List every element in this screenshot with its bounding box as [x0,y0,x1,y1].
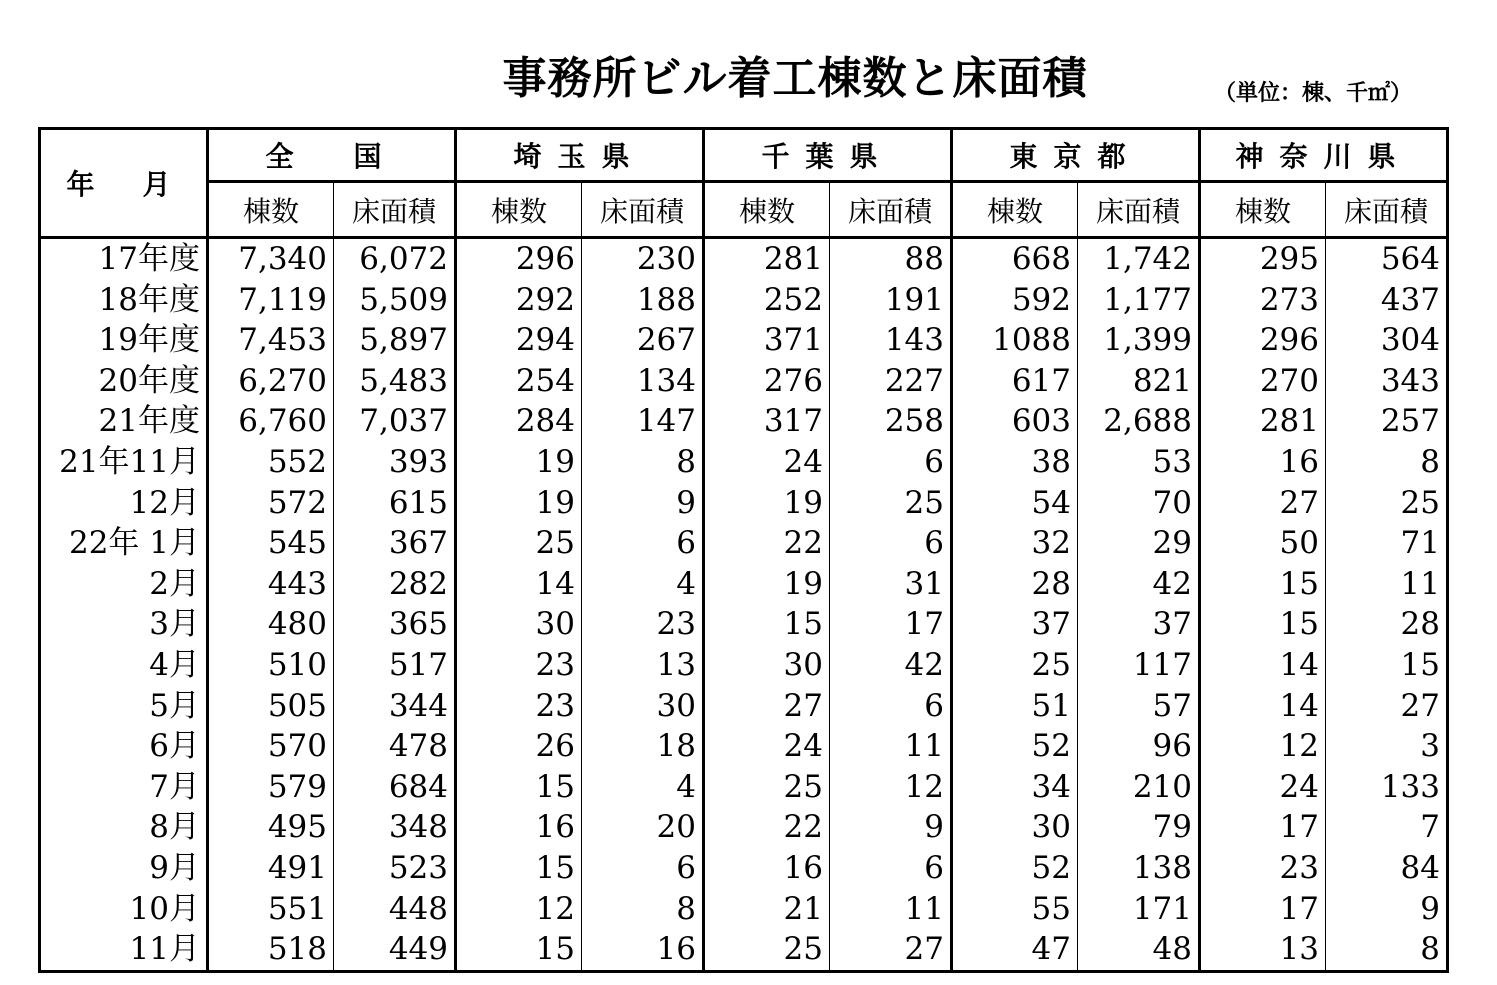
count-cell: 52 [952,848,1078,889]
row-label: 12月 [40,483,208,524]
count-cell: 15 [1200,604,1326,645]
area-cell: 28 [1400,606,1440,643]
count-cell: 30 [952,807,1078,848]
area-cell: 2,688 [1078,401,1200,442]
area-cell: 8 [582,889,704,930]
row-label: 9月 [40,848,208,889]
sub-header-area: 床面積 [1326,182,1448,238]
area-cell: 147 [582,401,704,442]
area-cell: 70 [1078,483,1200,524]
sub-header-count: 棟数 [456,182,582,238]
header-region-row [40,129,1448,182]
table-row [40,848,1448,889]
area-cell: 257 [1380,403,1440,440]
count-cell: 7,340 [208,238,334,280]
count-cell: 292 [456,280,582,321]
region-header-national: 全 国 [208,129,456,182]
area-cell: 9 [582,483,704,524]
area-cell: 42 [830,645,952,686]
area-cell: 7 [1420,809,1440,846]
area-cell: 191 [830,280,952,321]
row-label: 2月 [40,564,208,605]
count-cell: 545 [208,523,334,564]
count-cell: 50 [1200,523,1326,564]
page-title: 事務所ビル着工棟数と床面積 [502,53,1088,104]
count-cell: 284 [456,401,582,442]
area-cell: 3 [1420,728,1440,765]
area-cell: 230 [582,238,704,280]
area-cell: 138 [1078,848,1200,889]
area-cell: 304 [1380,322,1440,359]
table-row [40,604,1448,645]
row-label: 20年度 [40,361,208,402]
count-cell: 491 [208,848,334,889]
count-cell: 273 [1200,280,1326,321]
count-cell: 51 [952,686,1078,727]
area-cell: 23 [582,604,704,645]
area-cell: 282 [334,564,456,605]
count-cell: 505 [208,686,334,727]
area-cell: 1,742 [1078,238,1200,280]
area-cell: 478 [334,726,456,767]
count-cell: 16 [704,848,830,889]
count-cell: 6,760 [208,401,334,442]
row-label: 6月 [40,726,208,767]
count-cell: 16 [456,807,582,848]
area-cell: 7,037 [334,401,456,442]
area-cell: 53 [1078,442,1200,483]
data-table [38,127,1449,973]
row-label: 21年度 [40,401,208,442]
count-cell: 15 [704,604,830,645]
area-cell: 42 [1078,564,1200,605]
count-cell: 317 [704,401,830,442]
count-cell: 19 [456,442,582,483]
area-cell: 523 [334,848,456,889]
count-cell: 294 [456,320,582,361]
area-cell: 6 [830,523,952,564]
count-cell: 276 [704,361,830,402]
count-cell: 12 [456,889,582,930]
area-cell: 20 [582,807,704,848]
area-cell: 9 [1420,890,1440,927]
sub-header-area: 床面積 [1078,182,1200,238]
area-cell: 564 [1380,241,1440,277]
count-cell: 12 [1200,726,1326,767]
table-row [40,767,1448,808]
count-cell: 7,119 [208,280,334,321]
count-cell: 518 [208,929,334,971]
table-row [40,361,1448,402]
area-cell: 365 [334,604,456,645]
row-label: 11月 [40,929,208,971]
table-row [40,442,1448,483]
area-cell: 4 [582,767,704,808]
area-cell: 11 [830,726,952,767]
count-cell: 25 [704,929,830,971]
count-cell: 47 [952,929,1078,971]
row-label: 18年度 [40,280,208,321]
count-cell: 21 [704,889,830,930]
count-cell: 22 [704,523,830,564]
row-label-header: 年 月 [40,129,208,238]
area-cell: 6 [830,686,952,727]
area-cell: 134 [582,361,704,402]
row-label: 5月 [40,686,208,727]
area-cell: 449 [334,929,456,971]
count-cell: 25 [952,645,1078,686]
area-cell: 11 [830,889,952,930]
count-cell: 6,270 [208,361,334,402]
count-cell: 296 [1200,320,1326,361]
area-cell: 117 [1078,645,1200,686]
count-cell: 23 [456,686,582,727]
area-cell: 88 [830,238,952,280]
area-cell: 6 [830,848,952,889]
area-cell: 31 [830,564,952,605]
area-cell: 6 [830,442,952,483]
count-cell: 37 [952,604,1078,645]
sub-header-count: 棟数 [952,182,1078,238]
region-header-saitama: 埼玉県 [456,129,704,182]
count-cell: 281 [704,238,830,280]
table-row [40,564,1448,605]
unit-note: （単位：棟、千㎡） [1214,81,1413,106]
count-cell: 19 [704,483,830,524]
count-cell: 617 [952,361,1078,402]
count-cell: 25 [704,767,830,808]
count-cell: 443 [208,564,334,605]
area-cell: 393 [334,442,456,483]
table-row [40,320,1448,361]
row-label: 7月 [40,767,208,808]
count-cell: 510 [208,645,334,686]
area-cell: 9 [830,807,952,848]
region-header-tokyo: 東京都 [952,129,1200,182]
area-cell: 1,177 [1078,280,1200,321]
count-cell: 252 [704,280,830,321]
row-label: 10月 [40,889,208,930]
row-label: 22年 1月 [40,523,208,564]
area-cell: 684 [334,767,456,808]
area-cell: 6,072 [334,238,456,280]
count-cell: 34 [952,767,1078,808]
area-cell: 25 [830,483,952,524]
table-row [40,401,1448,442]
count-cell: 254 [456,361,582,402]
area-cell: 1,399 [1078,320,1200,361]
count-cell: 22 [704,807,830,848]
area-cell: 210 [1078,767,1200,808]
count-cell: 552 [208,442,334,483]
count-cell: 270 [1200,361,1326,402]
area-cell: 8 [582,442,704,483]
area-cell: 448 [334,889,456,930]
count-cell: 24 [704,442,830,483]
area-cell: 18 [582,726,704,767]
area-cell: 188 [582,280,704,321]
sub-header-count: 棟数 [1200,182,1326,238]
table-row [40,726,1448,767]
count-cell: 55 [952,889,1078,930]
count-cell: 16 [1200,442,1326,483]
area-cell: 343 [1380,362,1440,399]
count-cell: 14 [1200,645,1326,686]
area-cell: 25 [1400,484,1440,521]
area-cell: 8 [1420,443,1440,480]
count-cell: 480 [208,604,334,645]
count-cell: 15 [1200,564,1326,605]
count-cell: 592 [952,280,1078,321]
area-cell: 57 [1078,686,1200,727]
area-cell: 517 [334,645,456,686]
count-cell: 23 [1200,848,1326,889]
count-cell: 24 [1200,767,1326,808]
row-label: 3月 [40,604,208,645]
table-row [40,686,1448,727]
count-cell: 14 [456,564,582,605]
header-sub-row [40,182,1448,238]
area-cell: 5,509 [334,280,456,321]
count-cell: 23 [456,645,582,686]
sub-header-area: 床面積 [830,182,952,238]
count-cell: 7,453 [208,320,334,361]
row-label: 8月 [40,807,208,848]
area-cell: 12 [830,767,952,808]
count-cell: 54 [952,483,1078,524]
count-cell: 30 [704,645,830,686]
count-cell: 19 [704,564,830,605]
row-label: 17年度 [40,238,208,280]
area-cell: 37 [1078,604,1200,645]
table-row [40,280,1448,321]
region-header-chiba: 千葉県 [704,129,952,182]
count-cell: 603 [952,401,1078,442]
table-row [40,807,1448,848]
area-cell: 615 [334,483,456,524]
area-cell: 258 [830,401,952,442]
count-cell: 14 [1200,686,1326,727]
area-cell: 4 [582,564,704,605]
count-cell: 38 [952,442,1078,483]
region-header-kanagawa: 神奈川県 [1200,129,1448,182]
count-cell: 26 [456,726,582,767]
table-row [40,889,1448,930]
sub-header-area: 床面積 [582,182,704,238]
count-cell: 13 [1200,929,1326,971]
count-cell: 19 [456,483,582,524]
count-cell: 1088 [952,320,1078,361]
count-cell: 371 [704,320,830,361]
count-cell: 15 [456,848,582,889]
area-cell: 29 [1078,523,1200,564]
count-cell: 551 [208,889,334,930]
table-row [40,645,1448,686]
area-cell: 27 [830,929,952,971]
area-cell: 267 [582,320,704,361]
count-cell: 579 [208,767,334,808]
table-body [40,238,1448,972]
area-cell: 344 [334,686,456,727]
count-cell: 28 [952,564,1078,605]
table-row [40,929,1448,971]
area-cell: 133 [1380,768,1440,805]
area-cell: 17 [830,604,952,645]
count-cell: 32 [952,523,1078,564]
area-cell: 79 [1078,807,1200,848]
table-row [40,523,1448,564]
count-cell: 25 [456,523,582,564]
area-cell: 8 [1420,931,1440,968]
row-label: 4月 [40,645,208,686]
area-cell: 171 [1078,889,1200,930]
table-row [40,238,1448,280]
area-cell: 15 [1400,646,1440,683]
table-row [40,483,1448,524]
sub-header-count: 棟数 [704,182,830,238]
area-cell: 6 [582,523,704,564]
area-cell: 13 [582,645,704,686]
area-cell: 5,483 [334,361,456,402]
count-cell: 296 [456,238,582,280]
area-cell: 96 [1078,726,1200,767]
area-cell: 71 [1400,525,1440,562]
count-cell: 15 [456,767,582,808]
area-cell: 227 [830,361,952,402]
sub-header-count: 棟数 [208,182,334,238]
count-cell: 17 [1200,889,1326,930]
count-cell: 572 [208,483,334,524]
count-cell: 570 [208,726,334,767]
count-cell: 27 [1200,483,1326,524]
area-cell: 437 [1380,281,1440,318]
count-cell: 281 [1200,401,1326,442]
row-label: 19年度 [40,320,208,361]
area-cell: 48 [1078,929,1200,971]
area-cell: 27 [1400,687,1440,724]
count-cell: 17 [1200,807,1326,848]
area-cell: 143 [830,320,952,361]
count-cell: 30 [456,604,582,645]
area-cell: 84 [1400,849,1440,886]
area-cell: 367 [334,523,456,564]
row-label: 21年11月 [40,442,208,483]
count-cell: 295 [1200,238,1326,280]
count-cell: 495 [208,807,334,848]
area-cell: 11 [1400,565,1440,602]
area-cell: 16 [582,929,704,971]
area-cell: 6 [582,848,704,889]
sub-header-area: 床面積 [334,182,456,238]
area-cell: 348 [334,807,456,848]
count-cell: 15 [456,929,582,971]
area-cell: 5,897 [334,320,456,361]
count-cell: 52 [952,726,1078,767]
area-cell: 30 [582,686,704,727]
count-cell: 27 [704,686,830,727]
count-cell: 24 [704,726,830,767]
count-cell: 668 [952,238,1078,280]
area-cell: 821 [1078,361,1200,402]
